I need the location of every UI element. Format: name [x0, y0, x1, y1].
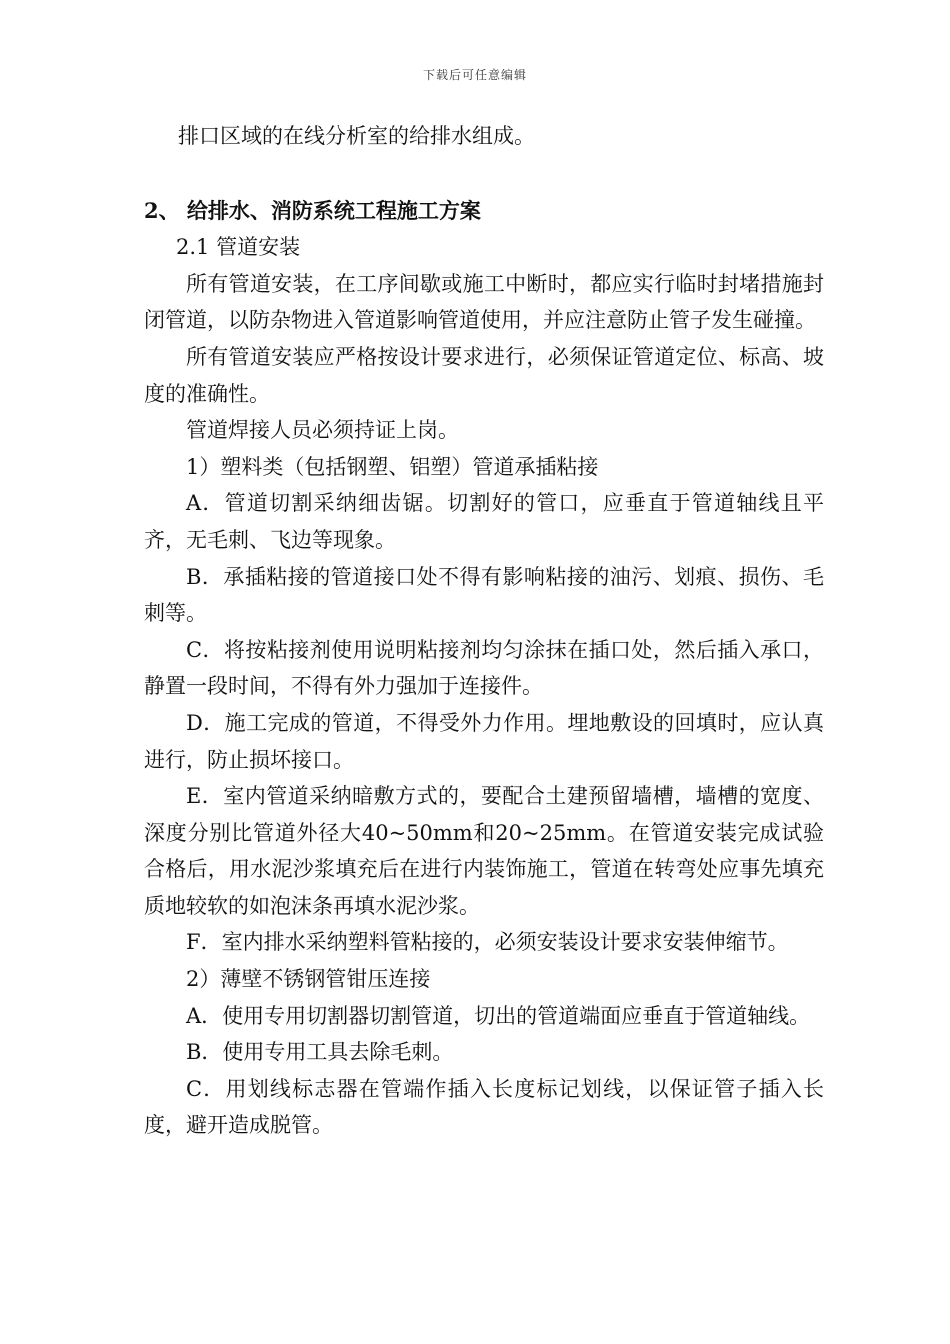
- paragraph: 所有管道安装应严格按设计要求进行，必须保证管道定位、标高、坡度的准确性。: [144, 344, 824, 406]
- list-heading: 1）塑料类（包括钢塑、铝塑）管道承插粘接: [186, 454, 599, 479]
- paragraph: 管道焊接人员必须持证上岗。: [186, 418, 459, 443]
- paragraph: 所有管道安装，在工序间歇或施工中断时，都应实行临时封堵措施封闭管道，以防杂物进入管道影响管道使用，并应注意防止管子发生碰撞。: [144, 271, 824, 333]
- list-item: B．使用专用工具去除毛刺。: [186, 1040, 454, 1065]
- list-item: A．使用专用切割器切割管道，切出的管道端面应垂直于管道轴线。: [186, 1003, 811, 1028]
- list-item: E．室内管道采纳暗敷方式的，要配合土建预留墙槽，墙槽的宽度、深度分别比管道外径大40~50mm和20~25mm。在管道安装完成试验合格后，用水泥沙浆填充后在进行内装饰施工，管道在转弯处应事先填充质地较软的如泡沫条再填水泥沙浆。: [144, 784, 824, 918]
- intro-paragraph: 排口区域的在线分析室的给排水组成。: [178, 124, 535, 148]
- list-item: D．施工完成的管道，不得受外力作用。埋地敷设的回填时，应认真进行，防止损坏接口。: [144, 710, 824, 772]
- list-heading: 2）薄壁不锈钢管钳压连接: [186, 967, 431, 992]
- list-item: C．将按粘接剂使用说明粘接剂均匀涂抹在插口处，然后插入承口，静置一段时间，不得有外力强加于连接件。: [144, 637, 824, 699]
- document-body: [144, 118, 824, 1144]
- list-item: A．管道切割采纳细齿锯。切割好的管口，应垂直于管道轴线且平齐，无毛刺、飞边等现象。: [144, 491, 824, 552]
- page-header: 下载后可任意编辑: [422, 68, 527, 82]
- subsection-heading: 2.1 管道安装: [176, 235, 301, 260]
- list-item: B．承插粘接的管道接口处不得有影响粘接的油污、划痕、损伤、毛刺等。: [144, 564, 824, 626]
- section-heading: 2、 给排水、消防系统工程施工方案: [144, 197, 481, 223]
- list-item: F．室内排水采纳塑料管粘接的，必须安装设计要求安装伸缩节。: [186, 930, 789, 955]
- list-item: C．用划线标志器在管端作插入长度标记划线，以保证管子插入长度，避开造成脱管。: [144, 1076, 824, 1138]
